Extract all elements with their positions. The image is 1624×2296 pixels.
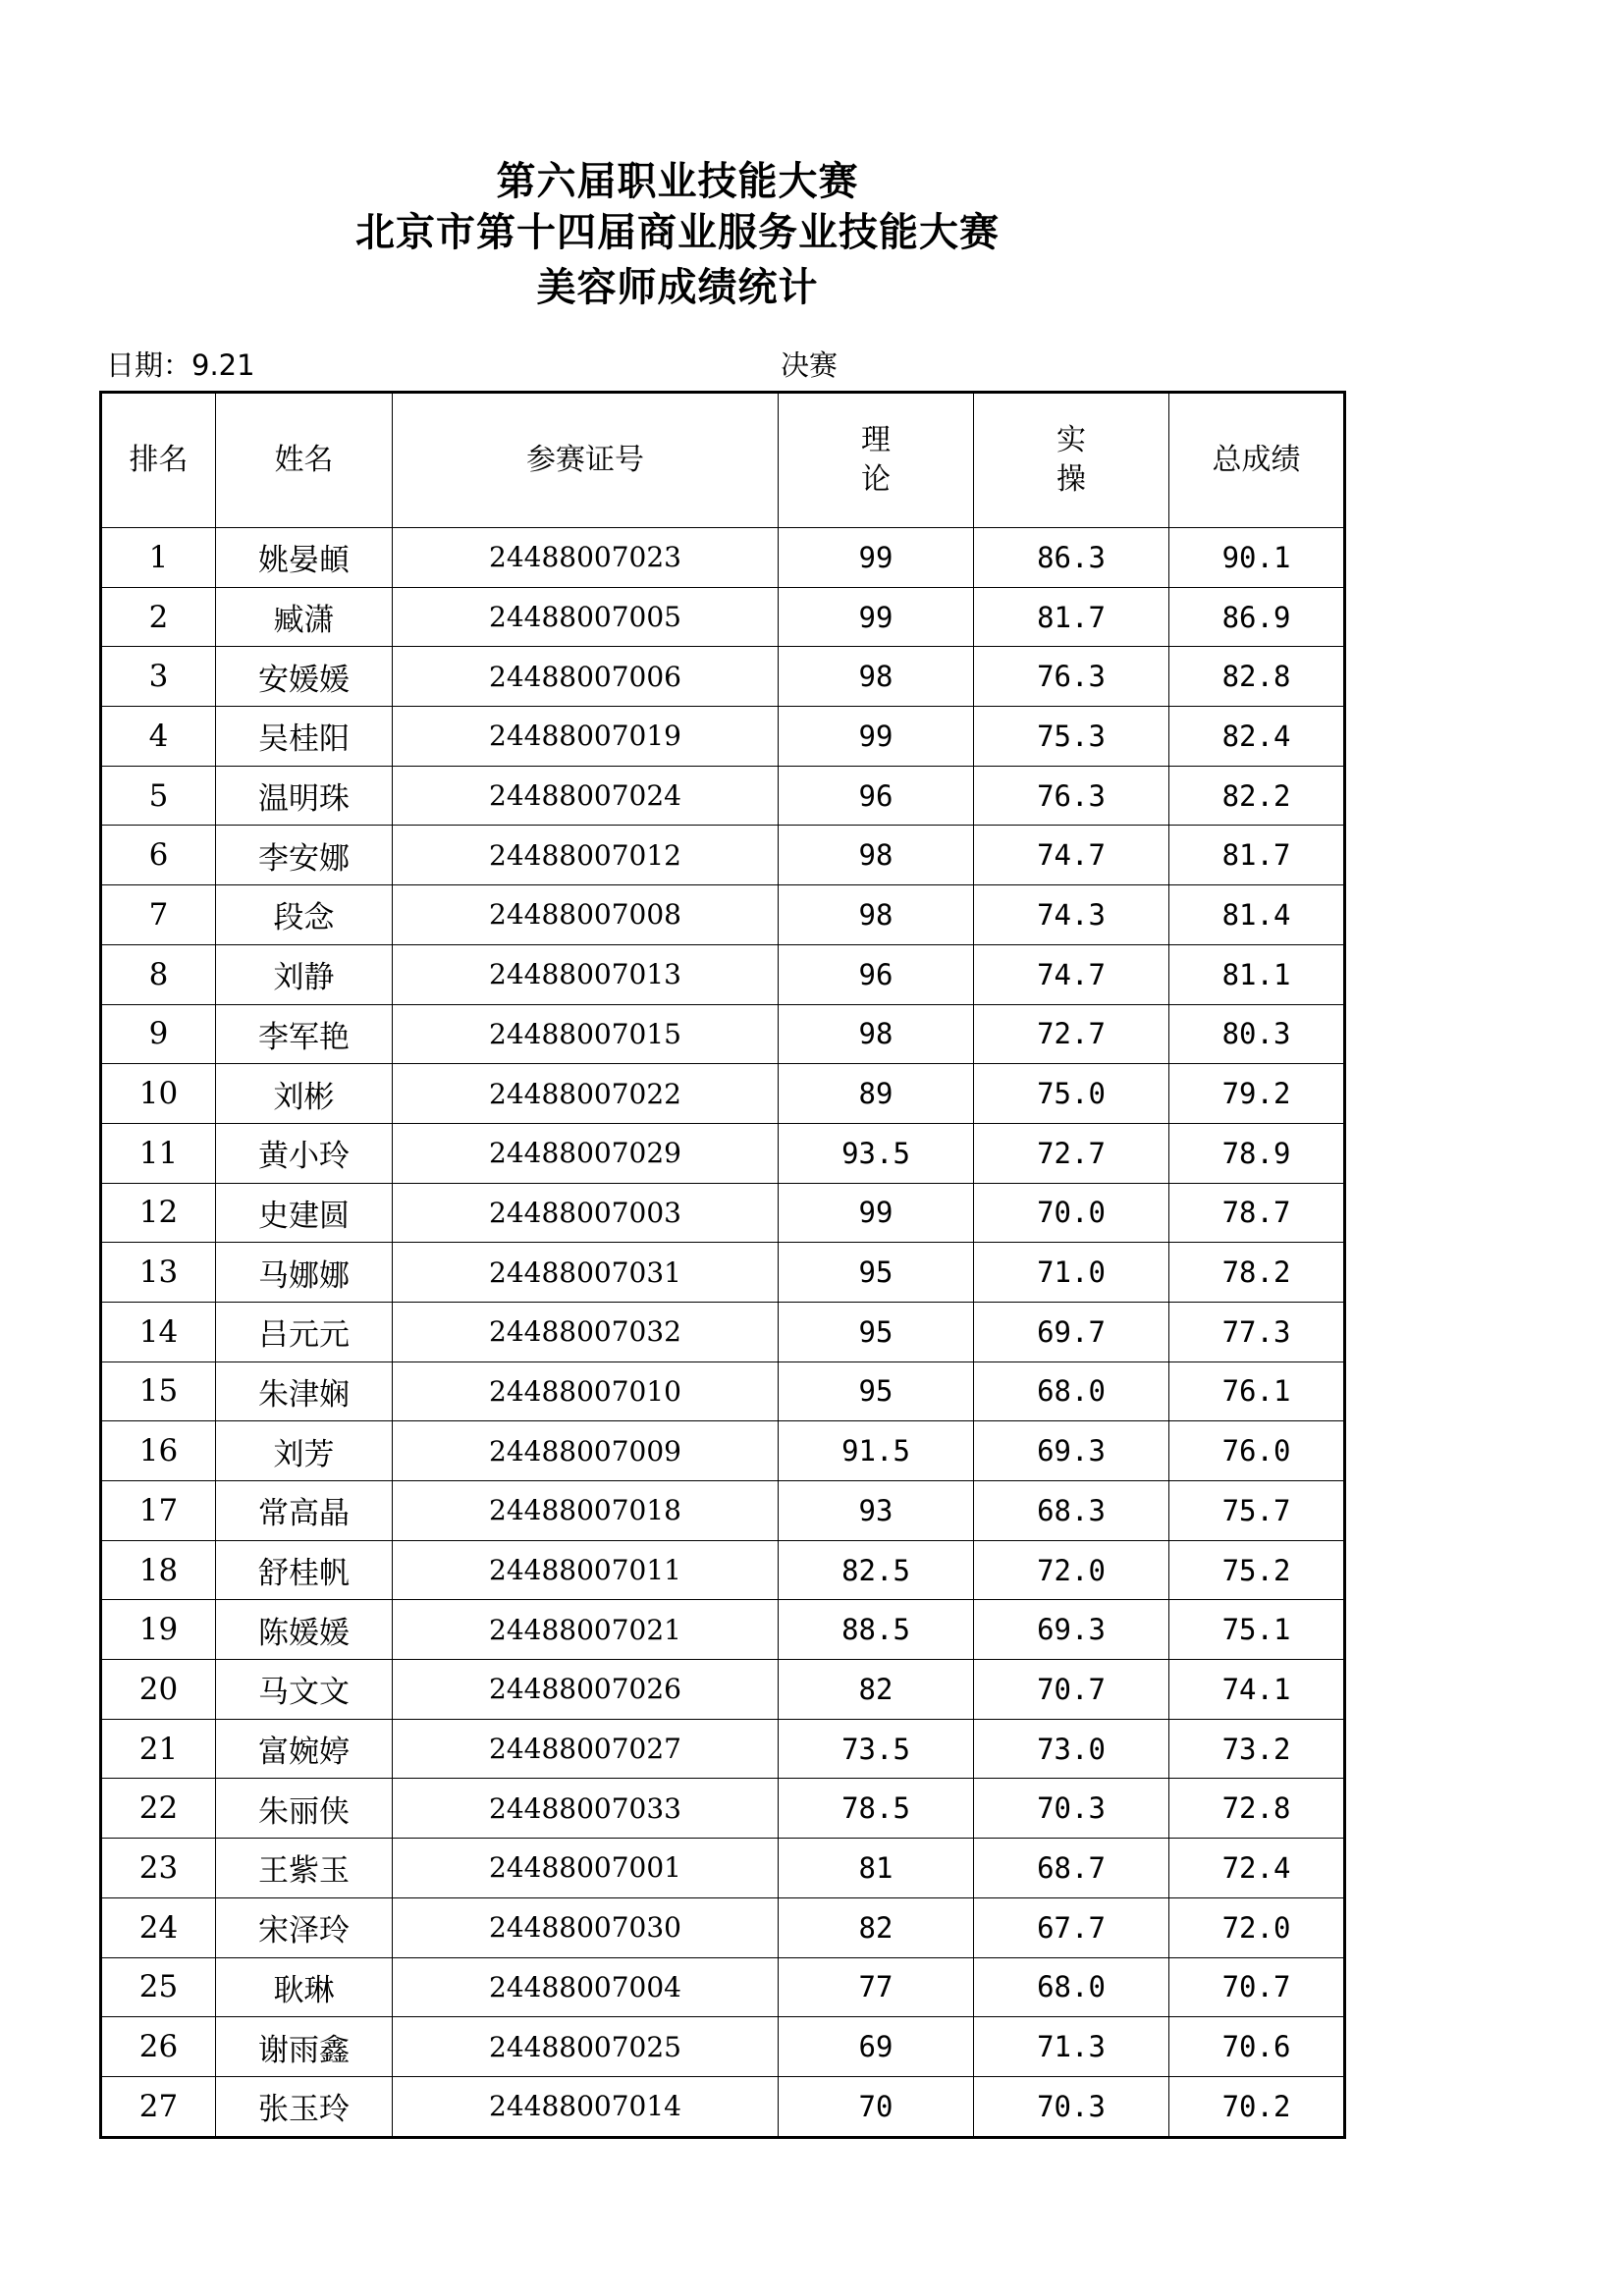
cert-number-cell: 24488007026 (393, 1660, 779, 1720)
date-label: 日期：9.21 (106, 348, 255, 382)
cert-number-cell: 24488007025 (393, 2017, 779, 2077)
theory-score-cell: 96 (779, 944, 974, 1004)
theory-score-cell: 98 (779, 647, 974, 707)
name-cell: 段念 (216, 885, 393, 945)
theory-score-cell: 95 (779, 1302, 974, 1362)
cert-number-cell: 24488007009 (393, 1421, 779, 1481)
cert-number-cell: 24488007019 (393, 707, 779, 767)
practice-score-cell: 75.3 (974, 707, 1169, 767)
cert-number-header: 参赛证号 (393, 393, 779, 528)
rank-cell: 21 (101, 1719, 216, 1779)
table-row (101, 1064, 1345, 1124)
cert-number-cell: 24488007001 (393, 1839, 779, 1898)
rank-cell: 10 (101, 1064, 216, 1124)
table-row (101, 1779, 1345, 1839)
table-row (101, 1421, 1345, 1481)
cert-number-cell: 24488007029 (393, 1123, 779, 1183)
total-score-cell: 72.8 (1169, 1779, 1345, 1839)
practice-score-cell: 69.7 (974, 1302, 1169, 1362)
name-cell: 王紫玉 (216, 1839, 393, 1898)
table-row (101, 1362, 1345, 1421)
practice-score-cell: 71.3 (974, 2017, 1169, 2077)
table-row (101, 1600, 1345, 1660)
total-score-cell: 78.2 (1169, 1243, 1345, 1303)
total-header: 总成绩 (1169, 393, 1345, 528)
practice-score-cell: 86.3 (974, 528, 1169, 588)
theory-score-cell: 99 (779, 1183, 974, 1243)
table-row (101, 1183, 1345, 1243)
table-row (101, 1839, 1345, 1898)
table-row (101, 528, 1345, 588)
table-row (101, 587, 1345, 647)
theory-score-cell: 93 (779, 1481, 974, 1541)
theory-score-cell: 95 (779, 1362, 974, 1421)
name-cell: 刘芳 (216, 1421, 393, 1481)
theory-score-cell: 73.5 (779, 1719, 974, 1779)
cert-number-cell: 24488007010 (393, 1362, 779, 1421)
cert-number-cell: 24488007012 (393, 826, 779, 885)
total-score-cell: 72.0 (1169, 1897, 1345, 1957)
rank-cell: 18 (101, 1540, 216, 1600)
practice-score-cell: 71.0 (974, 1243, 1169, 1303)
rank-cell: 17 (101, 1481, 216, 1541)
practice-score-cell: 72.7 (974, 1123, 1169, 1183)
table-row (101, 766, 1345, 826)
cert-number-cell: 24488007022 (393, 1064, 779, 1124)
table-row (101, 2017, 1345, 2077)
name-header: 姓名 (216, 393, 393, 528)
name-cell: 史建圆 (216, 1183, 393, 1243)
stage-label: 决赛 (781, 348, 839, 382)
practice-header-char-1: 实 (1056, 423, 1086, 457)
cert-number-cell: 24488007013 (393, 944, 779, 1004)
rank-cell: 8 (101, 944, 216, 1004)
total-score-cell: 70.6 (1169, 2017, 1345, 2077)
theory-score-cell: 81 (779, 1839, 974, 1898)
theory-header-char-2: 论 (861, 462, 891, 497)
cert-number-cell: 24488007023 (393, 528, 779, 588)
table-row (101, 1123, 1345, 1183)
practice-score-cell: 69.3 (974, 1421, 1169, 1481)
practice-score-cell: 74.7 (974, 826, 1169, 885)
theory-score-cell: 77 (779, 1957, 974, 2017)
rank-cell: 19 (101, 1600, 216, 1660)
total-score-cell: 76.0 (1169, 1421, 1345, 1481)
cert-number-cell: 24488007011 (393, 1540, 779, 1600)
practice-score-cell: 72.0 (974, 1540, 1169, 1600)
name-cell: 吕元元 (216, 1302, 393, 1362)
theory-score-cell: 98 (779, 1004, 974, 1064)
name-cell: 陈媛媛 (216, 1600, 393, 1660)
total-score-cell: 86.9 (1169, 587, 1345, 647)
cert-number-cell: 24488007008 (393, 885, 779, 945)
theory-score-cell: 82 (779, 1897, 974, 1957)
theory-score-cell: 70 (779, 2076, 974, 2137)
name-cell: 黄小玲 (216, 1123, 393, 1183)
score-table (99, 391, 1346, 2139)
total-score-cell: 82.4 (1169, 707, 1345, 767)
total-score-cell: 73.2 (1169, 1719, 1345, 1779)
rank-cell: 26 (101, 2017, 216, 2077)
table-row (101, 1302, 1345, 1362)
rank-cell: 16 (101, 1421, 216, 1481)
cert-number-cell: 24488007014 (393, 2076, 779, 2137)
title-line-1: 第六届职业技能大赛 (496, 159, 859, 204)
rank-cell: 25 (101, 1957, 216, 2017)
rank-cell: 12 (101, 1183, 216, 1243)
name-cell: 朱丽侠 (216, 1779, 393, 1839)
total-score-cell: 77.3 (1169, 1302, 1345, 1362)
cert-number-cell: 24488007015 (393, 1004, 779, 1064)
name-cell: 舒桂帆 (216, 1540, 393, 1600)
name-cell: 臧潇 (216, 587, 393, 647)
table-row (101, 2076, 1345, 2137)
practice-score-cell: 70.0 (974, 1183, 1169, 1243)
total-score-cell: 81.7 (1169, 826, 1345, 885)
practice-score-cell: 74.3 (974, 885, 1169, 945)
name-cell: 宋泽玲 (216, 1897, 393, 1957)
header-row (101, 393, 1345, 528)
theory-score-cell: 95 (779, 1243, 974, 1303)
cert-number-cell: 24488007031 (393, 1243, 779, 1303)
theory-score-cell: 82 (779, 1660, 974, 1720)
theory-header-char-1: 理 (861, 423, 891, 457)
rank-cell: 23 (101, 1839, 216, 1898)
name-cell: 刘彬 (216, 1064, 393, 1124)
rank-cell: 3 (101, 647, 216, 707)
rank-cell: 14 (101, 1302, 216, 1362)
total-score-cell: 76.1 (1169, 1362, 1345, 1421)
practice-header (974, 393, 1169, 528)
name-cell: 温明珠 (216, 766, 393, 826)
total-score-cell: 75.7 (1169, 1481, 1345, 1541)
theory-score-cell: 88.5 (779, 1600, 974, 1660)
theory-score-cell: 98 (779, 885, 974, 945)
table-row (101, 1957, 1345, 2017)
cert-number-cell: 24488007018 (393, 1481, 779, 1541)
theory-score-cell: 93.5 (779, 1123, 974, 1183)
rank-cell: 24 (101, 1897, 216, 1957)
title-line-3: 美容师成绩统计 (536, 265, 819, 310)
total-score-cell: 78.9 (1169, 1123, 1345, 1183)
practice-score-cell: 73.0 (974, 1719, 1169, 1779)
cert-number-cell: 24488007027 (393, 1719, 779, 1779)
total-score-cell: 74.1 (1169, 1660, 1345, 1720)
name-cell: 姚晏頔 (216, 528, 393, 588)
theory-score-cell: 69 (779, 2017, 974, 2077)
rank-cell: 13 (101, 1243, 216, 1303)
total-score-cell: 90.1 (1169, 528, 1345, 588)
name-cell: 刘静 (216, 944, 393, 1004)
theory-score-cell: 89 (779, 1064, 974, 1124)
total-score-cell: 78.7 (1169, 1183, 1345, 1243)
name-cell: 李军艳 (216, 1004, 393, 1064)
cert-number-cell: 24488007005 (393, 587, 779, 647)
cert-number-cell: 24488007006 (393, 647, 779, 707)
practice-score-cell: 70.3 (974, 1779, 1169, 1839)
name-cell: 常高晶 (216, 1481, 393, 1541)
practice-score-cell: 75.0 (974, 1064, 1169, 1124)
practice-score-cell: 68.3 (974, 1481, 1169, 1541)
theory-score-cell: 91.5 (779, 1421, 974, 1481)
table-row (101, 1719, 1345, 1779)
table-row (101, 1481, 1345, 1541)
rank-cell: 4 (101, 707, 216, 767)
theory-score-cell: 99 (779, 528, 974, 588)
practice-header-char-2: 操 (1056, 462, 1086, 497)
rank-cell: 6 (101, 826, 216, 885)
practice-score-cell: 70.7 (974, 1660, 1169, 1720)
name-cell: 耿琳 (216, 1957, 393, 2017)
total-score-cell: 70.2 (1169, 2076, 1345, 2137)
cert-number-cell: 24488007004 (393, 1957, 779, 2017)
total-score-cell: 72.4 (1169, 1839, 1345, 1898)
total-score-cell: 82.8 (1169, 647, 1345, 707)
practice-score-cell: 69.3 (974, 1600, 1169, 1660)
table-row (101, 944, 1345, 1004)
rank-cell: 20 (101, 1660, 216, 1720)
total-score-cell: 81.4 (1169, 885, 1345, 945)
rank-cell: 15 (101, 1362, 216, 1421)
practice-score-cell: 72.7 (974, 1004, 1169, 1064)
total-score-cell: 75.2 (1169, 1540, 1345, 1600)
name-cell: 张玉玲 (216, 2076, 393, 2137)
practice-score-cell: 68.0 (974, 1957, 1169, 2017)
theory-score-cell: 78.5 (779, 1779, 974, 1839)
rank-header: 排名 (101, 393, 216, 528)
practice-score-cell: 76.3 (974, 766, 1169, 826)
table-row (101, 1243, 1345, 1303)
name-cell: 马娜娜 (216, 1243, 393, 1303)
theory-score-cell: 99 (779, 707, 974, 767)
practice-score-cell: 70.3 (974, 2076, 1169, 2137)
practice-score-cell: 67.7 (974, 1897, 1169, 1957)
rank-cell: 22 (101, 1779, 216, 1839)
table-row (101, 1897, 1345, 1957)
table-row (101, 647, 1345, 707)
cert-number-cell: 24488007033 (393, 1779, 779, 1839)
table-row (101, 1004, 1345, 1064)
practice-score-cell: 76.3 (974, 647, 1169, 707)
name-cell: 李安娜 (216, 826, 393, 885)
table-row (101, 1540, 1345, 1600)
theory-score-cell: 96 (779, 766, 974, 826)
total-score-cell: 82.2 (1169, 766, 1345, 826)
rank-cell: 27 (101, 2076, 216, 2137)
table-row (101, 826, 1345, 885)
practice-score-cell: 74.7 (974, 944, 1169, 1004)
cert-number-cell: 24488007030 (393, 1897, 779, 1957)
cert-number-cell: 24488007021 (393, 1600, 779, 1660)
total-score-cell: 75.1 (1169, 1600, 1345, 1660)
practice-score-cell: 81.7 (974, 587, 1169, 647)
table-row (101, 885, 1345, 945)
theory-header (779, 393, 974, 528)
practice-score-cell: 68.0 (974, 1362, 1169, 1421)
total-score-cell: 79.2 (1169, 1064, 1345, 1124)
theory-score-cell: 99 (779, 587, 974, 647)
rank-cell: 5 (101, 766, 216, 826)
total-score-cell: 70.7 (1169, 1957, 1345, 2017)
total-score-cell: 80.3 (1169, 1004, 1345, 1064)
rank-cell: 7 (101, 885, 216, 945)
rank-cell: 2 (101, 587, 216, 647)
cert-number-cell: 24488007003 (393, 1183, 779, 1243)
rank-cell: 11 (101, 1123, 216, 1183)
cert-number-cell: 24488007032 (393, 1302, 779, 1362)
name-cell: 吴桂阳 (216, 707, 393, 767)
name-cell: 马文文 (216, 1660, 393, 1720)
table-body (101, 528, 1345, 2138)
practice-score-cell: 68.7 (974, 1839, 1169, 1898)
title-line-2: 北京市第十四届商业服务业技能大赛 (355, 210, 1000, 255)
theory-score-cell: 98 (779, 826, 974, 885)
table-row (101, 707, 1345, 767)
rank-cell: 1 (101, 528, 216, 588)
theory-score-cell: 82.5 (779, 1540, 974, 1600)
table-row (101, 1660, 1345, 1720)
name-cell: 朱津娴 (216, 1362, 393, 1421)
name-cell: 富婉婷 (216, 1719, 393, 1779)
cert-number-cell: 24488007024 (393, 766, 779, 826)
name-cell: 安媛媛 (216, 647, 393, 707)
total-score-cell: 81.1 (1169, 944, 1345, 1004)
name-cell: 谢雨鑫 (216, 2017, 393, 2077)
rank-cell: 9 (101, 1004, 216, 1064)
